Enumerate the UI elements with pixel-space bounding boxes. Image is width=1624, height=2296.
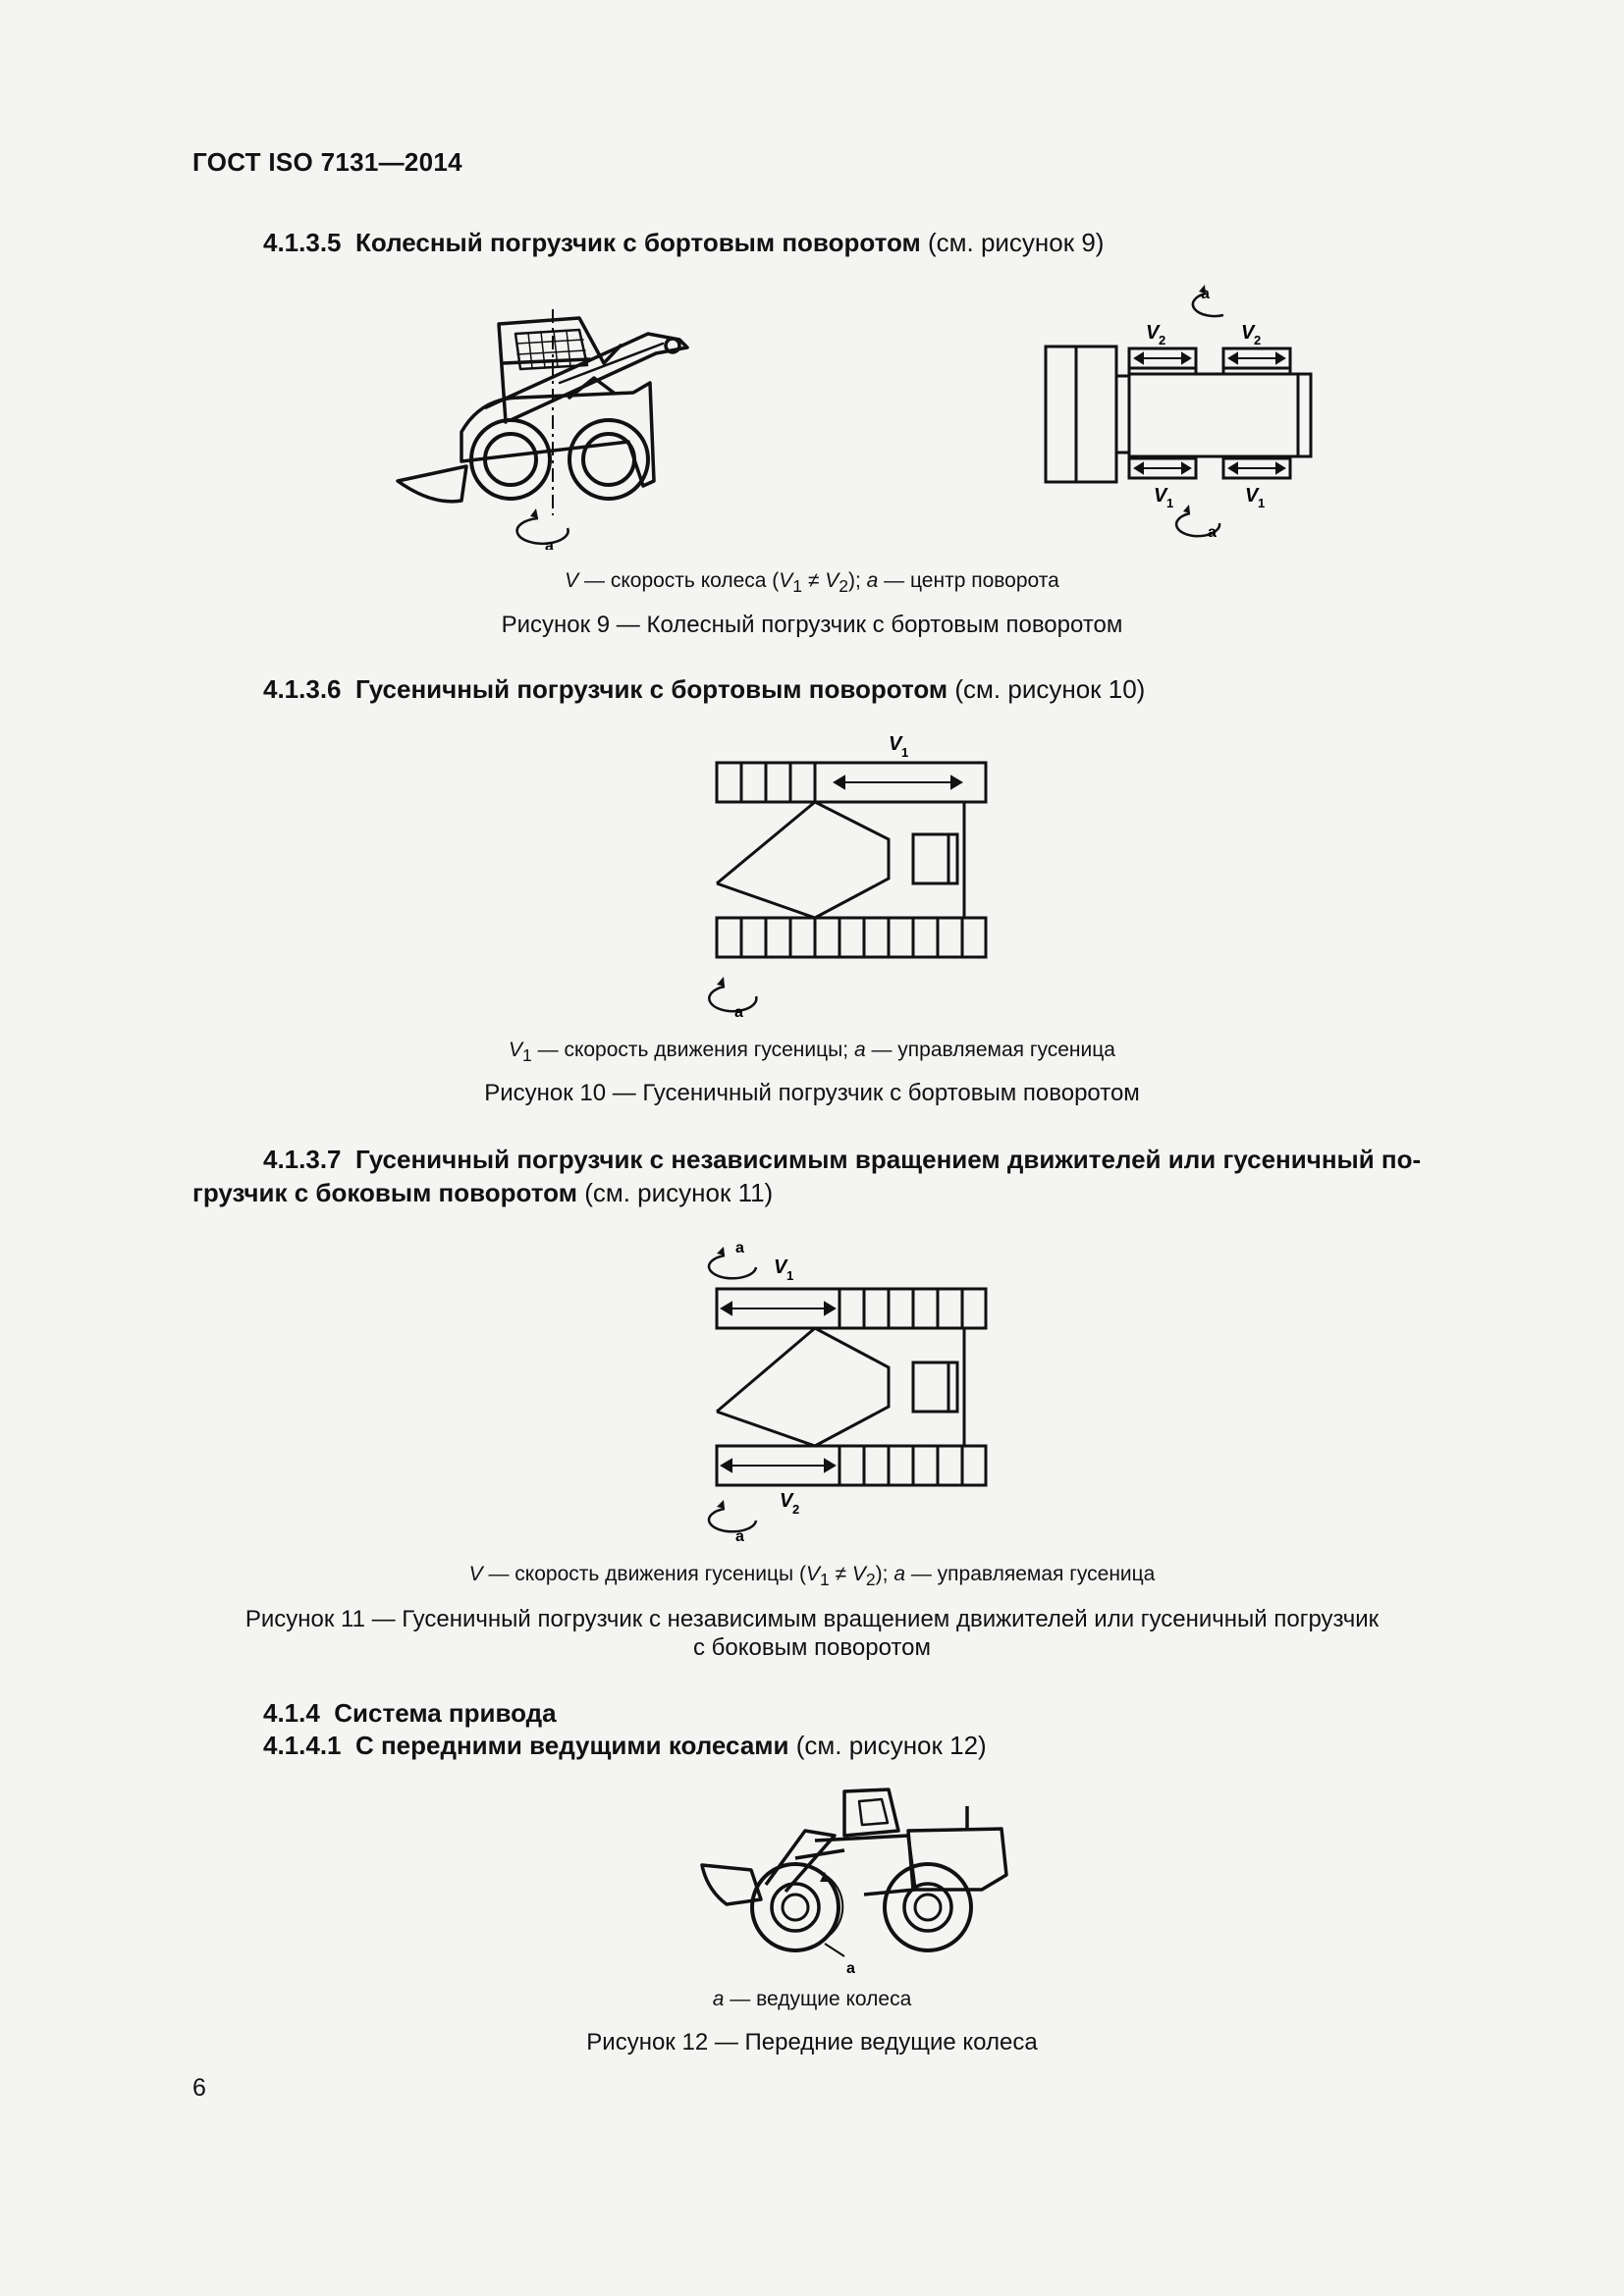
figure-10-tracked-loader bbox=[707, 731, 992, 1026]
svg-text:2: 2 bbox=[1159, 333, 1166, 347]
figure-reference: (см. рисунок 9) bbox=[927, 228, 1105, 257]
figure-12-wheel-loader bbox=[687, 1782, 1021, 1978]
label-a-bottom: a bbox=[735, 1528, 744, 1545]
label-a: a bbox=[545, 538, 554, 550]
label-v2: V bbox=[780, 1490, 793, 1512]
label-v1-left: V bbox=[1154, 485, 1167, 507]
svg-text:1: 1 bbox=[1258, 496, 1266, 510]
label-a: a bbox=[734, 1004, 743, 1021]
figure-9-legend: V — скорость колеса $(V_1 \ne V_2)$; a — центр поворота bbox=[565, 569, 1059, 597]
figure-10-caption: Рисунок 10 — Гусеничный погрузчик с бортовым поворотом bbox=[484, 1080, 1140, 1106]
document-header: ГОСТ ISO 7131—2014 bbox=[192, 147, 462, 177]
figure-9-side-view bbox=[393, 304, 697, 550]
label-a-top: a bbox=[1201, 286, 1210, 302]
label-v2-left: V bbox=[1146, 322, 1160, 344]
label-a-bottom: a bbox=[1208, 524, 1217, 541]
figure-11-legend: V — скорость движения гусеницы $(V_1 \ne V_2)$; a — управляемая гусеница bbox=[468, 1563, 1156, 1590]
svg-text:1: 1 bbox=[901, 745, 909, 760]
figure-11-caption-line1: Рисунок 11 — Гусеничный погрузчик с независимым вращением движителей или гусеничный погрузчик bbox=[244, 1606, 1380, 1632]
figure-11-caption-line2: с боковым поворотом bbox=[693, 1634, 931, 1661]
label-v2-right: V bbox=[1241, 322, 1255, 344]
section-number: 4.1.3.5 bbox=[263, 228, 342, 257]
label-v1: V bbox=[889, 733, 902, 755]
figure-11-tracked-loader bbox=[707, 1232, 992, 1546]
svg-text:1: 1 bbox=[1166, 496, 1174, 510]
figure-9-top-view bbox=[1041, 280, 1316, 545]
label-a-top: a bbox=[735, 1240, 744, 1256]
section-title: Колесный погрузчик с бортовым поворотом bbox=[354, 228, 921, 257]
section-4-1-4-heading: 4.1.4 Система привода bbox=[263, 1698, 557, 1728]
label-a: a bbox=[846, 1960, 855, 1977]
page-number: 6 bbox=[192, 2074, 206, 2102]
section-4-1-3-7-heading: 4.1.3.7 Гусеничный погрузчик с независимым вращением движителей или гусеничный по- bbox=[263, 1145, 1422, 1174]
figure-12-caption: Рисунок 12 — Передние ведущие колеса bbox=[586, 2029, 1038, 2056]
svg-text:2: 2 bbox=[792, 1502, 800, 1517]
label-v1: V bbox=[774, 1256, 787, 1278]
svg-text:2: 2 bbox=[1254, 333, 1262, 347]
section-4-1-3-7-heading-cont: грузчик с боковым поворотом (см. рисунок 11) bbox=[192, 1178, 774, 1207]
svg-text:1: 1 bbox=[786, 1268, 794, 1283]
figure-9-caption: Рисунок 9 — Колесный погрузчик с бортовым поворотом bbox=[501, 612, 1123, 638]
section-4-1-4-1-heading: 4.1.4.1 С передними ведущими колесами (см. рисунок 12) bbox=[263, 1731, 987, 1760]
figure-10-legend: $V_1$ — скорость движения гусеницы; a — управляемая гусеница bbox=[509, 1039, 1115, 1066]
label-v1-right: V bbox=[1245, 485, 1259, 507]
section-4-1-3-6-heading: 4.1.3.6 Гусеничный погрузчик с бортовым поворотом (см. рисунок 10) bbox=[263, 674, 1146, 704]
figure-12-legend: a — ведущие колеса bbox=[712, 1988, 912, 2010]
section-4-1-3-5-heading bbox=[263, 228, 1104, 258]
